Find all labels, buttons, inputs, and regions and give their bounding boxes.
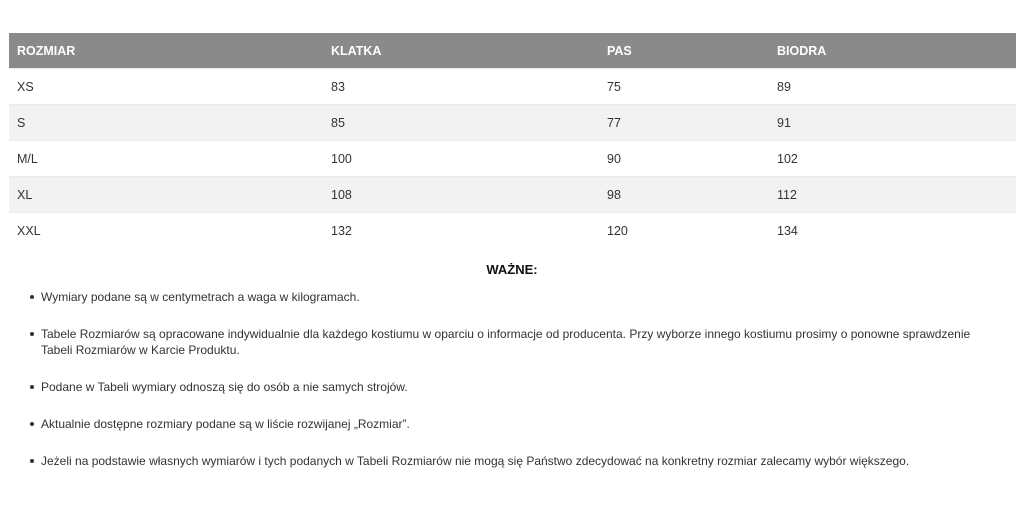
notes-heading: WAŻNE: — [486, 262, 538, 277]
table-row — [9, 141, 1016, 177]
list-item: Jeżeli na podstawie własnych wymiarów i tych podanych w Tabeli Rozmiarów nie mogą się Państwo zdecydować na konkretny rozmiar zalecamy wybór większego. — [30, 453, 1001, 469]
cell-chest: 100 — [323, 141, 599, 177]
cell-size: XL — [9, 177, 323, 213]
cell-chest: 85 — [323, 105, 599, 141]
cell-hips: 134 — [769, 213, 1016, 249]
cell-chest: 108 — [323, 177, 599, 213]
table-row — [9, 177, 1016, 213]
cell-hips: 91 — [769, 105, 1016, 141]
cell-size: XXL — [9, 213, 323, 249]
important-notes — [0, 262, 1024, 490]
header-rozmiar: ROZMIAR — [9, 33, 323, 69]
list-item: Podane w Tabeli wymiary odnoszą się do osób a nie samych strojów. — [30, 379, 1001, 395]
cell-waist: 120 — [599, 213, 769, 249]
table-row — [9, 213, 1016, 249]
table-row — [9, 105, 1016, 141]
cell-waist: 90 — [599, 141, 769, 177]
cell-hips: 89 — [769, 69, 1016, 105]
size-table — [9, 33, 1016, 248]
list-item: Aktualnie dostępne rozmiary podane są w liście rozwijanej „Rozmiar”. — [30, 416, 1001, 432]
list-item: Wymiary podane są w centymetrach a waga w kilogramach. — [30, 289, 1001, 305]
cell-size: M/L — [9, 141, 323, 177]
cell-chest: 83 — [323, 69, 599, 105]
cell-size: XS — [9, 69, 323, 105]
cell-waist: 98 — [599, 177, 769, 213]
cell-waist: 75 — [599, 69, 769, 105]
header-klatka: KLATKA — [323, 33, 599, 69]
header-biodra: BIODRA — [769, 33, 1016, 69]
list-item: Tabele Rozmiarów są opracowane indywidualnie dla każdego kostiumu w oparciu o informacje od producenta. Przy wyborze innego kostiumu prosimy o ponowne sprawdzenie Tabeli Rozmiarów w Karcie Produktu. — [30, 326, 1001, 358]
cell-size: S — [9, 105, 323, 141]
table-row — [9, 69, 1016, 105]
cell-waist: 77 — [599, 105, 769, 141]
table-header-row — [9, 33, 1016, 69]
notes-list — [0, 289, 1024, 469]
cell-hips: 102 — [769, 141, 1016, 177]
cell-chest: 132 — [323, 213, 599, 249]
cell-hips: 112 — [769, 177, 1016, 213]
header-pas: PAS — [599, 33, 769, 69]
